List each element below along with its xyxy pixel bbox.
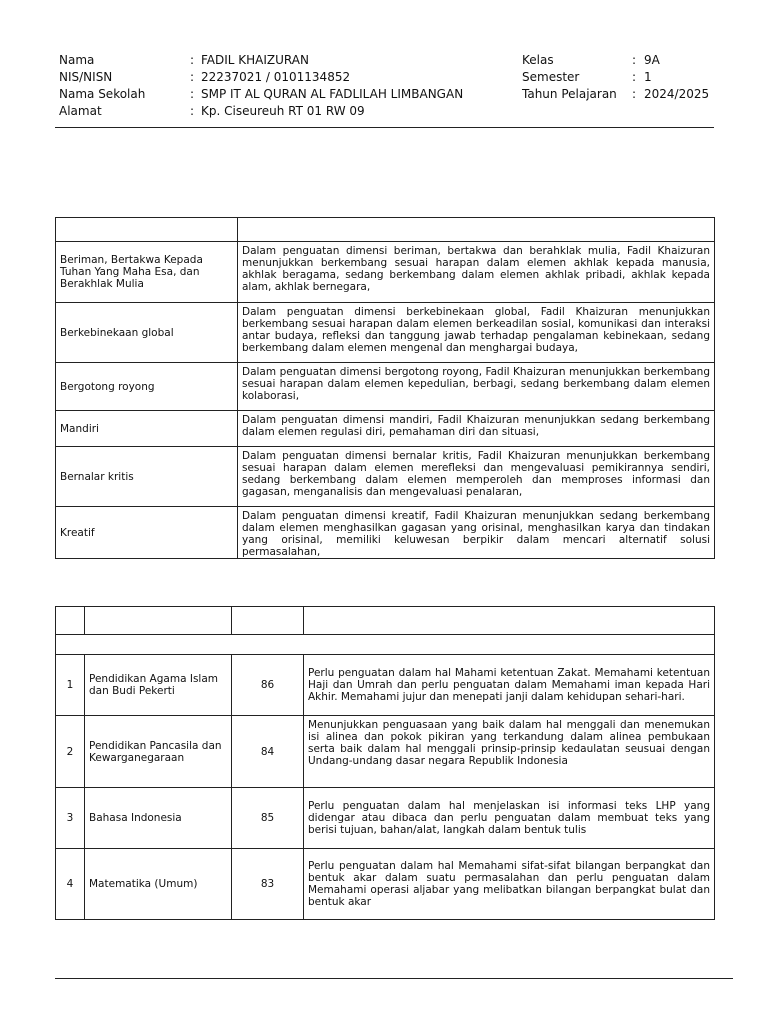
dimension-name: Bergotong royong bbox=[56, 363, 238, 411]
dimension-description: Dalam penguatan dimensi kreatif, Fadil Khaizuran menunjukkan sedang berkembang dalam elemen menghasilkan gagasan yang orisinal, menghasilkan karya dan tindakan yang orisinal, memiliki keluwesan berpikir dalam mencari alternatif solusi permasalahan, bbox=[238, 507, 715, 559]
dimension-description: Dalam penguatan dimensi bernalar kritis, Fadil Khaizuran menunjukkan berkembang sesuai harapan dalam elemen merefleksi dan mengevaluasi pemikirannya sendiri, sedang berkembang dalam elemen memperoleh dan memproses informasi dan gagasan, menganalisis dan mengevaluasi penalaran, bbox=[238, 447, 715, 507]
table-row bbox=[56, 447, 715, 507]
table-header-cell bbox=[232, 607, 304, 635]
table-header-cell bbox=[56, 607, 85, 635]
class-value: 9A bbox=[644, 53, 660, 67]
student-nisn: 22237021 / 0101134852 bbox=[201, 70, 351, 84]
table-header-row bbox=[56, 607, 715, 635]
subject-grades-table bbox=[55, 606, 715, 920]
subject-description: Perlu penguatan dalam hal Memahami sifat-sifat bilangan berpangkat dan bentuk akar dalam suatu permasalahan dan perlu penguatan dalam Memahami operasi aljabar yang melibatkan bilangan berpangkat bulat dan bentuk akar bbox=[304, 849, 715, 920]
dimension-description: Dalam penguatan dimensi mandiri, Fadil Khaizuran menunjukkan sedang berkembang dalam elemen regulasi diri, pemahaman diri dan situasi, bbox=[238, 411, 715, 447]
subject-score: 86 bbox=[232, 655, 304, 716]
subject-name: Matematika (Umum) bbox=[85, 849, 232, 920]
subject-name: Bahasa Indonesia bbox=[85, 788, 232, 849]
year-separator: : bbox=[632, 87, 637, 101]
subject-score: 83 bbox=[232, 849, 304, 920]
dimension-name: Kreatif bbox=[56, 507, 238, 559]
dimension-name: Bernalar kritis bbox=[56, 447, 238, 507]
school-name: SMP IT AL QURAN AL FADLILAH LIMBANGAN bbox=[201, 87, 464, 101]
nisn-label: NIS/NISN bbox=[59, 70, 113, 84]
nisn-separator: : bbox=[190, 70, 195, 84]
table-row bbox=[56, 716, 715, 788]
table-row bbox=[56, 788, 715, 849]
table-row bbox=[56, 655, 715, 716]
footer-divider bbox=[55, 978, 733, 979]
dimension-name: Beriman, Bertakwa Kepada Tuhan Yang Maha Esa, dan Berakhlak Mulia bbox=[56, 242, 238, 303]
student-name: FADIL KHAIZURAN bbox=[201, 53, 309, 67]
subject-description: Perlu penguatan dalam hal Mahami ketentuan Zakat. Memahami ketentuan Haji dan Umrah dan perlu penguatan dalam Memahami iman kepada Hari Akhir. Memahami jujur dan menepati janji dalam kehidupan sehari-hari. bbox=[304, 655, 715, 716]
table-header-cell bbox=[56, 218, 238, 242]
semester-separator: : bbox=[632, 70, 637, 84]
subject-description: Menunjukkan penguasaan yang baik dalam hal menggali dan menemukan isi alinea dan pokok pikiran yang terkandung dalam alinea pembukaan serta baik dalam hal menggali prinsip-prinsip kedaulatan seusuai dengan Undang-undang dasar negara Republik Indonesia bbox=[304, 716, 715, 788]
school-label: Nama Sekolah bbox=[59, 87, 146, 101]
subject-score: 85 bbox=[232, 788, 304, 849]
table-header-cell bbox=[238, 218, 715, 242]
class-label: Kelas bbox=[522, 53, 554, 67]
table-group-cell bbox=[56, 635, 715, 655]
header-divider bbox=[55, 127, 714, 128]
name-label: Nama bbox=[59, 53, 95, 67]
table-header-cell bbox=[85, 607, 232, 635]
profile-dimension-table bbox=[55, 217, 715, 559]
year-label: Tahun Pelajaran bbox=[522, 87, 617, 101]
subject-number: 2 bbox=[56, 716, 85, 788]
semester-value: 1 bbox=[644, 70, 652, 84]
table-row bbox=[56, 242, 715, 303]
dimension-description: Dalam penguatan dimensi bergotong royong, Fadil Khaizuran menunjukkan berkembang sesuai harapan dalam elemen kepedulian, berbagi, sedang berkembang dalam elemen kolaborasi, bbox=[238, 363, 715, 411]
table-row bbox=[56, 411, 715, 447]
dimension-description: Dalam penguatan dimensi beriman, bertakwa dan berahklak mulia, Fadil Khaizuran menunjukkan berkembang sesuai harapan dalam elemen akhlak kepada manusia, akhlak beragama, sedang berkembang dalam elemen akhlak pribadi, akhlak kepada alam, akhlak bernegara, bbox=[238, 242, 715, 303]
address-label: Alamat bbox=[59, 104, 102, 118]
subject-description: Perlu penguatan dalam hal menjelaskan isi informasi teks LHP yang didengar atau dibaca dan perlu penguatan dalam membuat teks yang berisi tujuan, bahan/alat, langkah dalam bentuk tulis bbox=[304, 788, 715, 849]
table-row bbox=[56, 507, 715, 559]
table-row bbox=[56, 849, 715, 920]
address-separator: : bbox=[190, 104, 195, 118]
table-header-cell bbox=[304, 607, 715, 635]
table-group-row bbox=[56, 635, 715, 655]
subject-number: 4 bbox=[56, 849, 85, 920]
table-row bbox=[56, 303, 715, 363]
year-value: 2024/2025 bbox=[644, 87, 710, 101]
subject-name: Pendidikan Agama Islam dan Budi Pekerti bbox=[85, 655, 232, 716]
class-separator: : bbox=[632, 53, 637, 67]
dimension-name: Mandiri bbox=[56, 411, 238, 447]
subject-score: 84 bbox=[232, 716, 304, 788]
dimension-name: Berkebinekaan global bbox=[56, 303, 238, 363]
subject-number: 1 bbox=[56, 655, 85, 716]
dimension-description: Dalam penguatan dimensi berkebinekaan global, Fadil Khaizuran menunjukkan berkembang sesuai harapan dalam elemen berkeadilan sosial, komunikasi dan interaksi antar budaya, refleksi dan tanggung jawab terhadap pengalaman kebinekaan, sedang berkembang dalam elemen mengenal dan menghargai budaya, bbox=[238, 303, 715, 363]
subject-number: 3 bbox=[56, 788, 85, 849]
table-row bbox=[56, 363, 715, 411]
table-header-row bbox=[56, 218, 715, 242]
school-separator: : bbox=[190, 87, 195, 101]
student-address: Kp. Ciseureuh RT 01 RW 09 bbox=[201, 104, 365, 118]
semester-label: Semester bbox=[522, 70, 580, 84]
name-separator: : bbox=[190, 53, 195, 67]
subject-name: Pendidikan Pancasila dan Kewarganegaraan bbox=[85, 716, 232, 788]
